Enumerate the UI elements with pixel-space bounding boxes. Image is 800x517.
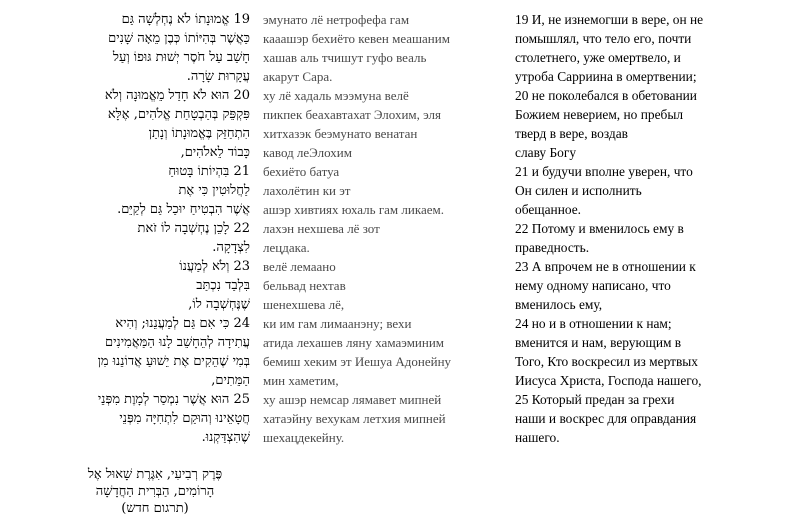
- russian-line: помышлял, что тело его, почти: [515, 31, 692, 46]
- transliteration-line: хашав аль тчишут гуфо веаль: [263, 50, 427, 65]
- transliteration-line: атида лехашев ляну хамаэминим: [263, 335, 445, 350]
- transliteration-line: эмунато лё нетрофефа гам: [263, 12, 410, 27]
- transliteration-line: акарут Сара.: [263, 69, 333, 84]
- russian-line: 23 А впрочем не в отношении к: [515, 259, 696, 274]
- hebrew-line: הַמֵּתִים,: [211, 373, 250, 388]
- hebrew-line: חָשַׁב עַל חֹסֶר יְשׁוּת גּוּפוֹ וְעַל: [112, 50, 250, 65]
- hebrew-line: 22 לָכֵן נֶחְשְׁבָה לוֹ זֹאת: [137, 221, 250, 236]
- russian-text-column: [515, 10, 785, 447]
- hebrew-line: בִּלְבַד נִכְתַּב: [196, 278, 250, 293]
- hebrew-line: 23 וְלֹא לְמַעֲנוֹ: [179, 259, 250, 274]
- russian-line: 22 Потому и вменилось ему в: [515, 221, 684, 236]
- transliteration-line: мин хаметим,: [263, 373, 339, 388]
- russian-line: утроба Сарриина в омертвении;: [515, 69, 697, 84]
- russian-line: столетнего, уже омертвело, и: [515, 50, 681, 65]
- russian-line: тверд в вере, воздав: [515, 126, 628, 141]
- russian-line: 25 Который предан за грехи: [515, 392, 675, 407]
- hebrew-line: 20 הוּא לֹא חָדַל מֵאֱמוּנָה וְלֹא: [104, 88, 250, 103]
- hebrew-text-column: [60, 10, 250, 517]
- transliteration-line: бельвад нехтав: [263, 278, 346, 293]
- transliteration-line: лецдака.: [263, 240, 310, 255]
- russian-line: 19 И, не изнемогши в вере, он не: [515, 12, 704, 27]
- hebrew-source-caption: [60, 466, 250, 517]
- russian-line: Божием неверием, но пребыл: [515, 107, 684, 122]
- transliteration-line: ху лё хадаль мээмуна велё: [263, 88, 409, 103]
- transliteration-line: кавод леЭлохим: [263, 145, 352, 160]
- hebrew-caption-line: פֶּרֶק רְבִיעִי, אִגֶּרֶת שָׁאוּל אֶל: [87, 467, 223, 482]
- transliteration-line: шенехшева лё,: [263, 297, 345, 312]
- russian-line: вменится и нам, верующим в: [515, 335, 682, 350]
- russian-line: наши и воскрес для оправдания: [515, 411, 697, 426]
- transliteration-line: хатаэйну вехукам летхия мипней: [263, 411, 446, 426]
- transliteration-line: ки им гам лимаанэну; вехи: [263, 316, 412, 331]
- russian-line: Того, Кто воскресил из мертвых: [515, 354, 698, 369]
- hebrew-line: לַחֲלוּטִין כִּי אֶת: [178, 183, 250, 198]
- russian-line: нашего.: [515, 430, 560, 445]
- russian-line: праведность.: [515, 240, 590, 255]
- russian-line: 21 и будучи вполне уверен, что: [515, 164, 693, 179]
- hebrew-line: פִּקְפֵּק בְּהַבְטָחַת אֱלֹהִים, אֶלָּא: [107, 107, 250, 122]
- hebrew-line: כַּאֲשֶׁר בְּהִיּוֹתוֹ כְּבֶן מֵאָה שָׁנִים: [108, 31, 250, 46]
- transliteration-line: велё лемаано: [263, 259, 336, 274]
- transliteration-line: кааашэр бехиёто кевен меашаним: [263, 31, 450, 46]
- russian-line: 24 но и в отношении к нам;: [515, 316, 672, 331]
- russian-line: Иисуса Христа, Господа нашего,: [515, 373, 702, 388]
- hebrew-line: שֶׁהִצְדַּקְנוּ.: [201, 430, 250, 445]
- hebrew-line: 19 אֱמוּנָתוֹ לֹא נֶחְלְשָׁה גַּם: [121, 12, 250, 27]
- russian-line: нему одному написано, что: [515, 278, 671, 293]
- russian-line: славу Богу: [515, 145, 577, 160]
- russian-line: обещанное.: [515, 202, 582, 217]
- hebrew-line: 25 הוּא אֲשֶׁר נִמְסַר לְמָוֶת מִפְּנֵי: [97, 392, 250, 407]
- hebrew-line: עֲקָרוּת שָׂרָה.: [186, 69, 250, 84]
- transliteration-line: ашэр хивтиях юхаль гам ликаем.: [263, 202, 444, 217]
- transliteration-line: лахэн нехшева лё зот: [263, 221, 380, 236]
- russian-line: Он силен и исполнить: [515, 183, 642, 198]
- hebrew-line: הִתְחַזֵּק בֶּאֱמוּנָתוֹ וְנָתַן: [148, 126, 250, 141]
- hebrew-caption-line: הָרוֹמִים, הַבְּרִית הַחֲדָשָׁה: [95, 484, 215, 499]
- hebrew-line: 21 בִּהְיוֹתוֹ בָּטוּחַ: [168, 164, 250, 179]
- hebrew-line: 24 כִּי אִם גַּם לְמַעֲנֵנוּ; וְהִיא: [115, 316, 250, 331]
- transliteration-line: ху ашэр немсар лямавет мипней: [263, 392, 442, 407]
- hebrew-line: בְּמִי שֶׁהֵקִים אֶת יֵשׁוּעַ אֲדוֹנֵנוּ מִן: [97, 354, 250, 369]
- hebrew-line: שֶׁנֶּחְשְׁבָה לוֹ,: [188, 297, 250, 312]
- transliteration-line: шехацдекейну.: [263, 430, 345, 445]
- hebrew-line: כָּבוֹד לֵאלֹהִים,: [180, 145, 250, 160]
- hebrew-line: לִצְדָקָה.: [212, 240, 250, 255]
- russian-line: 20 не поколебался в обетовании: [515, 88, 697, 103]
- transliteration-column: [263, 10, 503, 447]
- transliteration-line: пикпек беахавтахат Элохим, эля: [263, 107, 441, 122]
- transliteration-line: бемиш хеким эт Иешуа Адонейну: [263, 354, 452, 369]
- transliteration-line: хитхазэк беэмунато венатан: [263, 126, 418, 141]
- hebrew-line: עֲתִידָה לְהֵחָשֵׁב לָנוּ הַמַּאֲמִינִים: [104, 335, 250, 350]
- hebrew-line: חֲטָאֵינוּ וְהוּקַם לִתְחִיָּה מִפְּנֵי: [119, 411, 250, 426]
- transliteration-line: лахолётин ки эт: [263, 183, 351, 198]
- russian-line: вменилось ему,: [515, 297, 603, 312]
- transliteration-line: бехиёто батуа: [263, 164, 340, 179]
- hebrew-line: אֲשֶׁר הִבְטִיחַ יוּכַל גַּם לְקַיֵּם.: [117, 202, 250, 217]
- hebrew-caption-line: (תרגום חדש): [121, 501, 189, 516]
